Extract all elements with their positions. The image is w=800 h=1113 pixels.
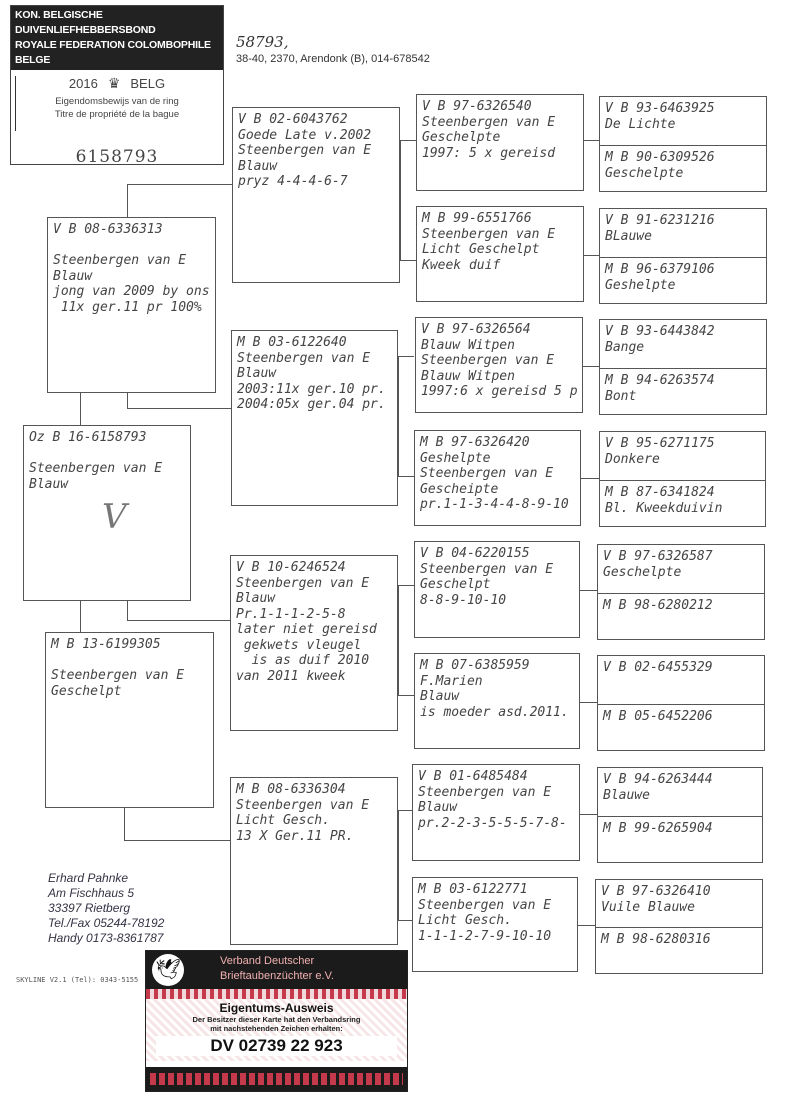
pigeon-line: Geschelpt: [51, 683, 122, 699]
pigeon-line: van 2011 kweek: [236, 668, 346, 684]
subject-pigeon-box: [23, 425, 191, 601]
connector-line: [583, 366, 599, 367]
pen-mark: [15, 76, 16, 131]
pigeon-line: Steenbergen van E: [418, 784, 552, 800]
connector-line: [578, 925, 595, 926]
pigeon-line: Geschelpte: [603, 564, 682, 580]
pigeon-ring: M B 05-6452206: [603, 709, 713, 724]
pigeon-line: BLauwe: [605, 228, 652, 244]
pigeon-line: Bl. Kweekduivin: [605, 500, 723, 516]
pigeon-line: Donkere: [605, 451, 660, 467]
pigeon-ring: M B 03-6122771: [418, 882, 528, 897]
connector-line: [400, 260, 416, 261]
dv-org-name: Verband Deutscher: [220, 955, 315, 967]
great-grandparent-box: [416, 206, 584, 302]
pigeon-ring: M B 94-6263574: [605, 373, 715, 388]
connector-line: [127, 408, 232, 409]
pigeon-line: 1-1-1-2-7-9-10-10: [418, 928, 552, 944]
belgian-ring-card: [10, 5, 224, 165]
pigeon-line: Blauw: [29, 476, 69, 492]
pigeon-line: Licht Geschelpt: [422, 242, 540, 257]
gen4-sire: [600, 320, 766, 368]
great-grandparent-box: [415, 317, 583, 413]
connector-line: [80, 392, 81, 426]
pigeon-ring: V B 93-6443842: [605, 324, 715, 339]
connector-line: [127, 392, 128, 409]
connector-line: [398, 356, 399, 476]
dv-ownership-card: [145, 950, 408, 1092]
pigeon-ring: M B 08-6336304: [236, 782, 346, 797]
pigeon-line: Pr.1-1-1-2-5-8: [236, 606, 346, 622]
grandparent-box: [230, 777, 398, 945]
pigeon-line: Goede Late v.2002: [238, 127, 372, 143]
connector-line: [127, 600, 128, 620]
pigeon-line: Blauw: [420, 689, 460, 704]
pigeon-line: pryz 4-4-4-6-7: [238, 174, 348, 189]
pigeon-ring: Oz B 16-6158793: [29, 430, 147, 445]
ring-country: BELG: [130, 76, 166, 91]
handwritten-checkmark: V: [102, 497, 127, 537]
connector-line: [127, 184, 128, 217]
ring-card-number: 6158793: [75, 147, 159, 167]
connector-line: [127, 184, 232, 185]
gen4-dam: [600, 257, 766, 305]
pigeon-ring: V B 10-6246524: [236, 560, 346, 575]
dv-card-title: Eigentums-Ausweis: [219, 1001, 334, 1015]
pigeon-line: is moeder asd.2011.: [420, 704, 569, 720]
pigeon-line: is as duif 2010: [236, 653, 370, 668]
connector-line: [580, 702, 598, 703]
pigeon-line: Vuile Blauwe: [601, 899, 695, 915]
pigeon-ring: M B 98-6280316: [601, 932, 711, 947]
pigeon-ring: V B 93-6463925: [605, 101, 715, 116]
pigeon-ring: M B 03-6122640: [237, 335, 347, 350]
gen4-dam: [596, 927, 762, 975]
pigeon-line: Blauw: [418, 800, 458, 815]
pigeon-line: 11x ger.11 pr 100%: [53, 299, 202, 315]
pigeon-ring: M B 98-6280212: [603, 598, 713, 613]
pigeon-ring: V B 94-6263444: [603, 772, 713, 787]
dv-org-name: Brieftaubenzüchter e.V.: [220, 970, 334, 982]
connector-line: [398, 476, 414, 477]
connector-line: [398, 695, 414, 696]
ring-card-header: [11, 6, 223, 70]
pigeon-ring: M B 99-6551766: [422, 211, 532, 226]
ring-card-subtitle-nl: Eigendomsbewijs van de ring: [55, 96, 179, 107]
great-grandparent-box: [416, 94, 584, 191]
pigeon-line: Geshelpte: [605, 277, 676, 293]
pedigree-reference: 58793,: [236, 33, 289, 51]
pigeon-line: Steenbergen van E: [236, 575, 370, 591]
grandparent-box: [230, 555, 398, 731]
dv-card-text: Der Besitzer dieser Karte hat den Verbandsring: [192, 1015, 361, 1024]
owner-line: Tel./Fax 05244-78192: [48, 916, 165, 930]
ring-year: 2016: [68, 76, 98, 91]
federation-name-fr: ROYALE FEDERATION COLOMBOPHILE BELGE: [15, 39, 211, 66]
pigeon-line: Steenbergen van E: [237, 350, 371, 366]
pigeon-ring: V B 01-6485484: [418, 769, 528, 784]
connector-line: [580, 814, 597, 815]
decorative-pattern: [146, 1067, 407, 1091]
pigeon-ring: M B 87-6341824: [605, 485, 715, 500]
dv-card-text: mit nachstehenden Zeichen erhalten:: [210, 1024, 343, 1033]
pigeon-ring: M B 96-6379106: [605, 262, 715, 277]
gen4-dam: [600, 368, 766, 416]
sire-box: [47, 217, 216, 393]
connector-line: [583, 255, 599, 256]
owner-line: Erhard Pahnke: [48, 871, 129, 885]
connector-line: [127, 620, 231, 621]
federation-name-nl: KON. BELGISCHE DUIVENLIEFHEBBERSBOND: [15, 9, 156, 36]
pigeon-ring: V B 91-6231216: [605, 213, 715, 228]
pigeon-line: Steenbergen van E: [236, 797, 370, 813]
pigeon-ring: M B 99-6265904: [603, 821, 713, 836]
gen4-dam: [598, 704, 764, 752]
connector-line: [398, 810, 412, 811]
pigeon-line: F.Marien: [420, 673, 483, 689]
owner-line: Handy 0173-8361787: [48, 931, 164, 945]
pigeon-line: Steenbergen van E: [418, 897, 552, 913]
gen4-pair-box: [599, 96, 767, 192]
pigeon-line: later niet gereisd: [236, 622, 377, 637]
great-grandparent-box: [412, 764, 580, 861]
pigeon-ring: M B 13-6199305: [51, 637, 161, 652]
connector-line: [398, 585, 399, 695]
pigeon-line: Blauw: [238, 158, 278, 174]
pigeon-line: Gescheipte: [420, 481, 499, 497]
pigeon-ring: V B 97-6326587: [603, 549, 713, 564]
gen4-sire: [598, 545, 764, 593]
pigeon-line: Steenbergen van E: [238, 143, 372, 158]
connector-line: [124, 807, 125, 840]
pigeon-line: Licht Gesch.: [418, 913, 512, 928]
pigeon-ring: M B 07-6385959: [420, 658, 530, 673]
pigeon-line: Geshelpte: [420, 450, 491, 466]
gen4-dam: [600, 145, 766, 193]
gen4-pair-box: [597, 655, 765, 751]
pigeon-line: 2003:11x ger.10 pr.: [237, 381, 386, 397]
pigeon-ring: V B 97-6326564: [421, 322, 531, 337]
pigeon-ring: V B 97-6326540: [422, 99, 532, 114]
pigeon-ring: V B 02-6043762: [238, 112, 348, 127]
pigeon-line: Geschelpt: [420, 577, 491, 592]
connector-line: [400, 140, 401, 260]
breeder-address: 38-40, 2370, Arendonk (B), 014-678542: [236, 53, 430, 65]
pigeon-line: De Lichte: [605, 116, 676, 132]
pigeon-line: Blauw Witpen: [421, 368, 515, 384]
connector-line: [398, 920, 412, 921]
gen4-pair-box: [599, 208, 767, 304]
pigeon-line: Blauw: [53, 268, 93, 284]
gen4-sire: [600, 209, 766, 257]
connector-line: [580, 590, 598, 591]
gen4-pair-box: [595, 879, 763, 974]
software-footer: SKYLINE V2.1 (Tel): 0343-5155: [16, 976, 139, 984]
pigeon-ring: V B 08-6336313: [53, 222, 163, 237]
owner-line: 33397 Rietberg: [48, 901, 131, 915]
owner-address: [48, 871, 164, 946]
pigeon-line: Steenbergen van E: [420, 466, 554, 481]
pigeon-ring: V B 02-6455329: [603, 660, 713, 675]
great-grandparent-box: [414, 653, 580, 749]
connector-line: [400, 140, 416, 141]
dam-box: [45, 632, 214, 808]
gen4-sire: [600, 97, 766, 145]
great-grandparent-box: [414, 541, 580, 638]
grandparent-box: [231, 330, 398, 506]
pigeon-line: Geschelpte: [605, 165, 684, 181]
pigeon-line: Bange: [605, 339, 645, 355]
pigeon-ring: V B 95-6271175: [605, 436, 715, 451]
pigeon-line: Steenbergen van E: [422, 226, 556, 242]
great-grandparent-box: [414, 430, 581, 526]
pigeon-ring: V B 04-6220155: [420, 546, 530, 561]
owner-line: Am Fischhaus 5: [48, 886, 135, 900]
ring-card-subtitle-fr: Titre de propriété de la bague: [54, 109, 180, 120]
pigeon-icon: 🕊: [152, 954, 184, 986]
pigeon-line: Steenbergen van E: [53, 253, 187, 268]
connector-line: [583, 140, 599, 141]
pigeon-line: pr.1-1-3-4-4-8-9-10: [420, 497, 569, 512]
connector-line: [398, 585, 414, 586]
gen4-dam: [598, 816, 762, 864]
pigeon-line: 8-8-9-10-10: [420, 592, 507, 608]
pigeon-line: Blauw Witpen: [421, 337, 515, 353]
pigeon-line: Steenbergen van E: [421, 353, 555, 368]
pigeon-ring: M B 90-6309526: [605, 150, 715, 165]
gen4-sire: [598, 656, 764, 704]
pigeon-line: Blauw: [236, 591, 276, 606]
pigeon-line: jong van 2009 by ons: [53, 284, 210, 299]
pigeon-line: Blauwe: [603, 787, 650, 803]
gen4-sire: [600, 432, 765, 480]
pigeon-line: Blauw: [237, 366, 277, 381]
pigeon-line: pr.2-2-3-5-5-5-7-8-: [418, 815, 567, 831]
gen4-pair-box: [597, 544, 765, 640]
gen4-sire: [596, 880, 762, 927]
great-grandparent-box: [412, 877, 578, 972]
pigeon-line: 2004:05x ger.04 pr.: [237, 397, 386, 412]
gen4-dam: [600, 480, 765, 528]
gen4-pair-box: [599, 431, 766, 527]
decorative-pattern: [146, 989, 407, 999]
gen4-pair-box: [597, 767, 763, 863]
pigeon-line: Steenbergen van E: [51, 668, 185, 683]
pigeon-line: 1997: 5 x gereisd: [422, 145, 556, 161]
pigeon-line: 1997:6 x gereisd 5 p: [421, 384, 578, 399]
connector-line: [398, 356, 414, 357]
pigeon-line: gekwets vleugel: [236, 637, 362, 653]
connector-line: [398, 810, 399, 920]
connector-line: [580, 478, 599, 479]
pigeon-line: Geschelpte: [422, 130, 501, 145]
pigeon-line: Kweek duif: [422, 257, 501, 273]
pigeon-ring: V B 97-6326410: [601, 884, 711, 899]
gen4-pair-box: [599, 319, 767, 415]
grandparent-box: [232, 107, 400, 283]
dv-ring-number: DV 02739 22 923: [156, 1036, 397, 1056]
pigeon-line: Licht Gesch.: [236, 813, 330, 828]
pigeon-ring: M B 97-6326420: [420, 435, 530, 450]
pigeon-line: Steenbergen van E: [29, 461, 163, 476]
pigeon-line: Bont: [605, 388, 637, 404]
connector-line: [80, 600, 81, 633]
gen4-sire: [598, 768, 762, 816]
pigeon-line: Steenbergen van E: [420, 561, 554, 577]
connector-line: [124, 840, 231, 841]
pigeon-line: 13 X Ger.11 PR.: [236, 828, 354, 844]
crown-icon: ♛: [107, 75, 121, 91]
pigeon-line: Steenbergen van E: [422, 114, 556, 130]
gen4-dam: [598, 593, 764, 641]
